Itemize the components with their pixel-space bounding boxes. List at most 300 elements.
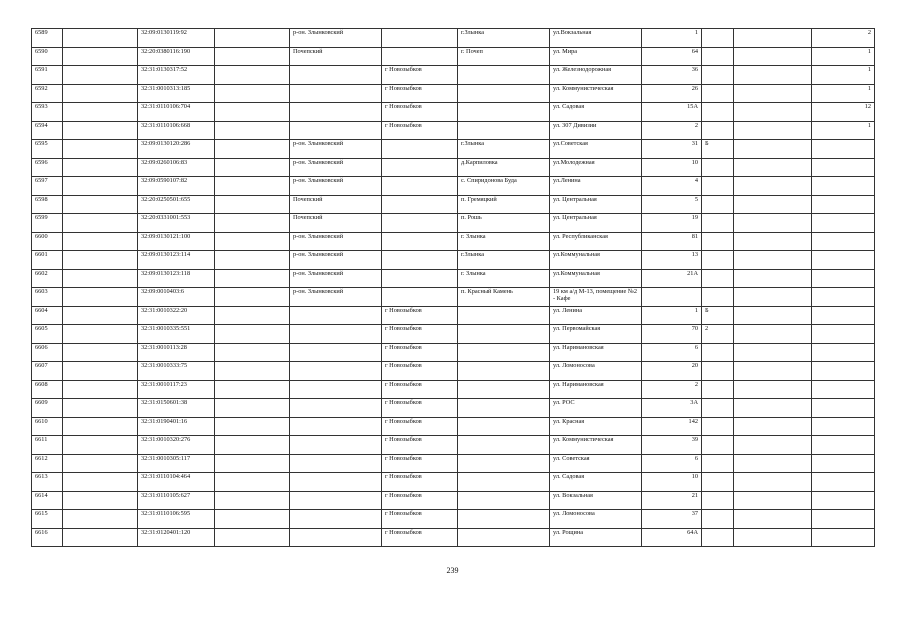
cell-house-number: 142 [642, 417, 702, 436]
table-row [32, 528, 875, 547]
cell-blank-col-b [215, 343, 290, 362]
cell-settlement: г.Злынка [458, 140, 550, 159]
cell-cadastral-number: 32:31:0110104:464 [138, 473, 215, 492]
cell-house-number: 39 [642, 436, 702, 455]
cell-apartment-extra [734, 47, 812, 66]
cell-unit-count [812, 251, 875, 270]
cell-blank-col-b [215, 417, 290, 436]
cell-house-number: 1 [642, 29, 702, 48]
cell-blank-col-a [63, 214, 138, 233]
cell-street: ул. Красная [550, 417, 642, 436]
table-row [32, 47, 875, 66]
cell-cadastral-number: 32:31:0010322:20 [138, 306, 215, 325]
cell-unit-count [812, 343, 875, 362]
table-row [32, 510, 875, 529]
cell-cadastral-number: 32:31:0150601:38 [138, 399, 215, 418]
cell-house-number: 5 [642, 195, 702, 214]
cell-building-letter [702, 473, 734, 492]
cell-unit-count [812, 510, 875, 529]
cell-cadastral-number: 32:09:0130120:286 [138, 140, 215, 159]
cell-street: ул. Рощина [550, 528, 642, 547]
cell-record-number: 6610 [32, 417, 63, 436]
cell-blank-col-a [63, 288, 138, 307]
table-row [32, 29, 875, 48]
cell-cadastral-number: 32:31:0130317:52 [138, 66, 215, 85]
cell-street: ул. Наримановская [550, 343, 642, 362]
table-row [32, 491, 875, 510]
cell-house-number: 64 [642, 47, 702, 66]
cell-blank-col-a [63, 84, 138, 103]
cell-street: ул. Железнодорожная [550, 66, 642, 85]
cell-street: ул. Коммунистическая [550, 84, 642, 103]
cell-blank-col-a [63, 399, 138, 418]
cell-house-number: 26 [642, 84, 702, 103]
table-row [32, 195, 875, 214]
cell-blank-col-a [63, 158, 138, 177]
cell-apartment-extra [734, 491, 812, 510]
cell-city: г Новозыбков [382, 454, 458, 473]
cell-cadastral-number: 32:31:0110105:627 [138, 491, 215, 510]
cell-building-letter [702, 288, 734, 307]
cell-settlement: с. Спиридонова Буда [458, 177, 550, 196]
cell-blank-col-b [215, 84, 290, 103]
cell-blank-col-a [63, 251, 138, 270]
cell-record-number: 6604 [32, 306, 63, 325]
cell-street: ул. Наримановская [550, 380, 642, 399]
cell-apartment-extra [734, 251, 812, 270]
cell-street: ул. Ломоносова [550, 510, 642, 529]
cell-street: ул. Первомайская [550, 325, 642, 344]
cell-apartment-extra [734, 306, 812, 325]
cell-record-number: 6589 [32, 29, 63, 48]
cell-building-letter [702, 214, 734, 233]
cell-blank-col-b [215, 214, 290, 233]
registry-table [31, 28, 875, 547]
table-body [32, 29, 875, 547]
cell-house-number: 15А [642, 103, 702, 122]
cell-city: г Новозыбков [382, 399, 458, 418]
cell-house-number: 20 [642, 362, 702, 381]
cell-building-letter [702, 251, 734, 270]
cell-building-letter [702, 84, 734, 103]
cell-house-number: 6 [642, 454, 702, 473]
cell-settlement: г. Почеп [458, 47, 550, 66]
cell-blank-col-b [215, 473, 290, 492]
cell-district [290, 528, 382, 547]
cell-house-number: 21А [642, 269, 702, 288]
cell-record-number: 6605 [32, 325, 63, 344]
cell-house-number: 31 [642, 140, 702, 159]
cell-district: р-он. Злынковский [290, 269, 382, 288]
cell-building-letter: Б [702, 140, 734, 159]
cell-blank-col-b [215, 269, 290, 288]
cell-district: р-он. Злынковский [290, 29, 382, 48]
cell-apartment-extra [734, 528, 812, 547]
cell-blank-col-b [215, 121, 290, 140]
cell-apartment-extra [734, 269, 812, 288]
cell-city: г Новозыбков [382, 325, 458, 344]
table-row [32, 214, 875, 233]
cell-building-letter: 2 [702, 325, 734, 344]
cell-blank-col-a [63, 417, 138, 436]
cell-house-number: 10 [642, 473, 702, 492]
cell-house-number [642, 288, 702, 307]
cell-district: р-он. Злынковский [290, 232, 382, 251]
cell-unit-count [812, 380, 875, 399]
cell-house-number: 3А [642, 399, 702, 418]
cell-city [382, 288, 458, 307]
cell-street: ул.Вокзальная [550, 29, 642, 48]
table-row [32, 343, 875, 362]
cell-unit-count [812, 214, 875, 233]
cell-cadastral-number: 32:31:0010335:551 [138, 325, 215, 344]
cell-blank-col-a [63, 510, 138, 529]
cell-settlement [458, 454, 550, 473]
cell-blank-col-a [63, 473, 138, 492]
cell-blank-col-a [63, 362, 138, 381]
cell-cadastral-number: 32:09:0590107:82 [138, 177, 215, 196]
cell-apartment-extra [734, 417, 812, 436]
cell-building-letter [702, 269, 734, 288]
cell-unit-count [812, 491, 875, 510]
cell-apartment-extra [734, 84, 812, 103]
cell-settlement [458, 121, 550, 140]
cell-blank-col-b [215, 288, 290, 307]
cell-building-letter [702, 436, 734, 455]
cell-unit-count [812, 436, 875, 455]
cell-cadastral-number: 32:20:0250501:655 [138, 195, 215, 214]
cell-blank-col-b [215, 177, 290, 196]
cell-city: г Новозыбков [382, 362, 458, 381]
cell-cadastral-number: 32:31:0010113:28 [138, 343, 215, 362]
cell-unit-count: 1 [812, 84, 875, 103]
cell-settlement [458, 528, 550, 547]
cell-building-letter [702, 195, 734, 214]
cell-apartment-extra [734, 103, 812, 122]
table-row [32, 177, 875, 196]
cell-blank-col-a [63, 103, 138, 122]
cell-cadastral-number: 32:31:0110106:668 [138, 121, 215, 140]
cell-record-number: 6612 [32, 454, 63, 473]
cell-district [290, 343, 382, 362]
cell-apartment-extra [734, 380, 812, 399]
cell-settlement: г.Злынка [458, 29, 550, 48]
cell-blank-col-b [215, 251, 290, 270]
cell-blank-col-b [215, 29, 290, 48]
cell-unit-count [812, 306, 875, 325]
cell-house-number: 6 [642, 343, 702, 362]
cell-record-number: 6614 [32, 491, 63, 510]
cell-record-number: 6591 [32, 66, 63, 85]
cell-settlement: п. Гремяцкий [458, 195, 550, 214]
cell-record-number: 6608 [32, 380, 63, 399]
cell-settlement [458, 362, 550, 381]
cell-apartment-extra [734, 232, 812, 251]
cell-settlement [458, 436, 550, 455]
cell-unit-count [812, 528, 875, 547]
cell-building-letter [702, 66, 734, 85]
table-row [32, 158, 875, 177]
table-row [32, 84, 875, 103]
cell-building-letter [702, 380, 734, 399]
cell-record-number: 6611 [32, 436, 63, 455]
cell-district [290, 84, 382, 103]
cell-settlement [458, 84, 550, 103]
cell-street: ул.Коммунальная [550, 251, 642, 270]
cell-blank-col-b [215, 195, 290, 214]
cell-house-number: 37 [642, 510, 702, 529]
cell-apartment-extra [734, 29, 812, 48]
cell-unit-count [812, 362, 875, 381]
cell-cadastral-number: 32:09:0130123:118 [138, 269, 215, 288]
cell-cadastral-number: 32:31:0120401:120 [138, 528, 215, 547]
cell-building-letter [702, 362, 734, 381]
cell-apartment-extra [734, 399, 812, 418]
cell-apartment-extra [734, 214, 812, 233]
table-row [32, 121, 875, 140]
cell-building-letter [702, 528, 734, 547]
cell-settlement [458, 399, 550, 418]
cell-settlement: г.Злынка [458, 251, 550, 270]
cell-apartment-extra [734, 436, 812, 455]
cell-house-number: 21 [642, 491, 702, 510]
cell-district [290, 66, 382, 85]
cell-apartment-extra [734, 325, 812, 344]
cell-unit-count [812, 288, 875, 307]
cell-blank-col-b [215, 454, 290, 473]
table-row [32, 380, 875, 399]
cell-blank-col-a [63, 528, 138, 547]
cell-settlement: г. Злынка [458, 232, 550, 251]
cell-unit-count [812, 232, 875, 251]
cell-street: ул. Республиканская [550, 232, 642, 251]
cell-district [290, 454, 382, 473]
cell-record-number: 6598 [32, 195, 63, 214]
cell-blank-col-a [63, 29, 138, 48]
cell-apartment-extra [734, 140, 812, 159]
cell-blank-col-b [215, 158, 290, 177]
cell-unit-count [812, 195, 875, 214]
cell-record-number: 6613 [32, 473, 63, 492]
cell-unit-count [812, 158, 875, 177]
cell-building-letter: Б [702, 306, 734, 325]
cell-city: г Новозыбков [382, 528, 458, 547]
cell-settlement [458, 343, 550, 362]
cell-unit-count [812, 325, 875, 344]
cell-record-number: 6599 [32, 214, 63, 233]
cell-settlement [458, 306, 550, 325]
cell-district [290, 417, 382, 436]
cell-cadastral-number: 32:09:0130119:92 [138, 29, 215, 48]
cell-cadastral-number: 32:31:0010333:75 [138, 362, 215, 381]
cell-street: ул. Ленина [550, 306, 642, 325]
cell-blank-col-b [215, 399, 290, 418]
table-row [32, 140, 875, 159]
cell-apartment-extra [734, 66, 812, 85]
cell-settlement [458, 66, 550, 85]
cell-unit-count: 1 [812, 121, 875, 140]
cell-district [290, 473, 382, 492]
cell-unit-count: 2 [812, 29, 875, 48]
cell-unit-count [812, 454, 875, 473]
cell-settlement [458, 491, 550, 510]
cell-settlement: п. Рошь [458, 214, 550, 233]
cell-cadastral-number: 32:31:0110106:704 [138, 103, 215, 122]
cell-record-number: 6593 [32, 103, 63, 122]
cell-blank-col-a [63, 47, 138, 66]
cell-apartment-extra [734, 343, 812, 362]
table-row [32, 306, 875, 325]
cell-city [382, 269, 458, 288]
cell-building-letter [702, 158, 734, 177]
cell-blank-col-a [63, 195, 138, 214]
cell-cadastral-number: 32:31:0110106:595 [138, 510, 215, 529]
cell-apartment-extra [734, 288, 812, 307]
cell-blank-col-b [215, 491, 290, 510]
cell-building-letter [702, 343, 734, 362]
cell-street: ул.Советская [550, 140, 642, 159]
cell-record-number: 6592 [32, 84, 63, 103]
cell-city [382, 214, 458, 233]
cell-cadastral-number: 32:09:0130121:100 [138, 232, 215, 251]
cell-apartment-extra [734, 195, 812, 214]
cell-blank-col-a [63, 232, 138, 251]
cell-building-letter [702, 47, 734, 66]
cell-cadastral-number: 32:20:0331001:553 [138, 214, 215, 233]
cell-district [290, 362, 382, 381]
table-row [32, 473, 875, 492]
cell-blank-col-a [63, 343, 138, 362]
cell-apartment-extra [734, 473, 812, 492]
page-number: 239 [446, 566, 459, 575]
cell-cadastral-number: 32:09:0130123:114 [138, 251, 215, 270]
table-row [32, 103, 875, 122]
cell-street: ул. Центральная [550, 195, 642, 214]
cell-record-number: 6603 [32, 288, 63, 307]
cell-blank-col-a [63, 454, 138, 473]
cell-street: ул. Садовая [550, 103, 642, 122]
cell-apartment-extra [734, 510, 812, 529]
cell-record-number: 6595 [32, 140, 63, 159]
table-row [32, 417, 875, 436]
cell-district [290, 399, 382, 418]
cell-blank-col-b [215, 140, 290, 159]
cell-settlement [458, 417, 550, 436]
cell-building-letter [702, 103, 734, 122]
cell-blank-col-a [63, 306, 138, 325]
table-row [32, 288, 875, 307]
table-row [32, 269, 875, 288]
cell-house-number: 1 [642, 306, 702, 325]
cell-building-letter [702, 510, 734, 529]
cell-city [382, 47, 458, 66]
cell-house-number: 2 [642, 121, 702, 140]
cell-blank-col-b [215, 232, 290, 251]
cell-district: Почепский [290, 214, 382, 233]
cell-cadastral-number: 32:31:0010117:23 [138, 380, 215, 399]
cell-city [382, 29, 458, 48]
cell-street: ул. 307 Дивизии [550, 121, 642, 140]
cell-house-number: 13 [642, 251, 702, 270]
cell-blank-col-b [215, 380, 290, 399]
cell-record-number: 6606 [32, 343, 63, 362]
cell-cadastral-number: 32:31:0010320:276 [138, 436, 215, 455]
cell-cadastral-number: 32:31:0010313:185 [138, 84, 215, 103]
cell-city: г Новозыбков [382, 491, 458, 510]
cell-settlement: д.Карпиловка [458, 158, 550, 177]
table-row [32, 362, 875, 381]
cell-city: г Новозыбков [382, 84, 458, 103]
table-row [32, 66, 875, 85]
cell-apartment-extra [734, 177, 812, 196]
cell-blank-col-b [215, 306, 290, 325]
table-row [32, 436, 875, 455]
cell-city: г Новозыбков [382, 436, 458, 455]
cell-blank-col-a [63, 140, 138, 159]
cell-house-number: 2 [642, 380, 702, 399]
cell-blank-col-a [63, 66, 138, 85]
cell-district: р-он. Злынковский [290, 177, 382, 196]
cell-apartment-extra [734, 158, 812, 177]
cell-unit-count [812, 473, 875, 492]
cell-record-number: 6602 [32, 269, 63, 288]
cell-building-letter [702, 491, 734, 510]
cell-unit-count: 12 [812, 103, 875, 122]
cell-record-number: 6609 [32, 399, 63, 418]
cell-street: ул.Ленина [550, 177, 642, 196]
cell-cadastral-number: 32:31:0010305:117 [138, 454, 215, 473]
cell-district: р-он. Злынковский [290, 251, 382, 270]
cell-street: ул. Ломоносова [550, 362, 642, 381]
cell-blank-col-a [63, 269, 138, 288]
cell-unit-count [812, 399, 875, 418]
cell-building-letter [702, 399, 734, 418]
cell-blank-col-a [63, 380, 138, 399]
cell-unit-count [812, 177, 875, 196]
cell-city: г Новозыбков [382, 510, 458, 529]
cell-blank-col-a [63, 121, 138, 140]
cell-city [382, 177, 458, 196]
cell-record-number: 6607 [32, 362, 63, 381]
cell-district [290, 380, 382, 399]
cell-house-number: 81 [642, 232, 702, 251]
table-row [32, 232, 875, 251]
cell-street: 19 км а/д М-13, помещение №2 - Кафе [550, 288, 642, 307]
cell-record-number: 6616 [32, 528, 63, 547]
cell-settlement [458, 473, 550, 492]
cell-record-number: 6601 [32, 251, 63, 270]
cell-house-number: 64А [642, 528, 702, 547]
cell-blank-col-a [63, 325, 138, 344]
cell-city [382, 195, 458, 214]
cell-cadastral-number: 32:09:0010403:6 [138, 288, 215, 307]
cell-city: г Новозыбков [382, 66, 458, 85]
cell-blank-col-a [63, 491, 138, 510]
cell-apartment-extra [734, 454, 812, 473]
table-row [32, 454, 875, 473]
cell-city: г Новозыбков [382, 121, 458, 140]
cell-district: р-он. Злынковский [290, 288, 382, 307]
cell-district: Почепский [290, 195, 382, 214]
cell-blank-col-a [63, 436, 138, 455]
cell-building-letter [702, 232, 734, 251]
cell-unit-count [812, 269, 875, 288]
cell-settlement [458, 380, 550, 399]
cell-district [290, 121, 382, 140]
cell-district [290, 325, 382, 344]
cell-unit-count: 1 [812, 66, 875, 85]
cell-settlement [458, 510, 550, 529]
